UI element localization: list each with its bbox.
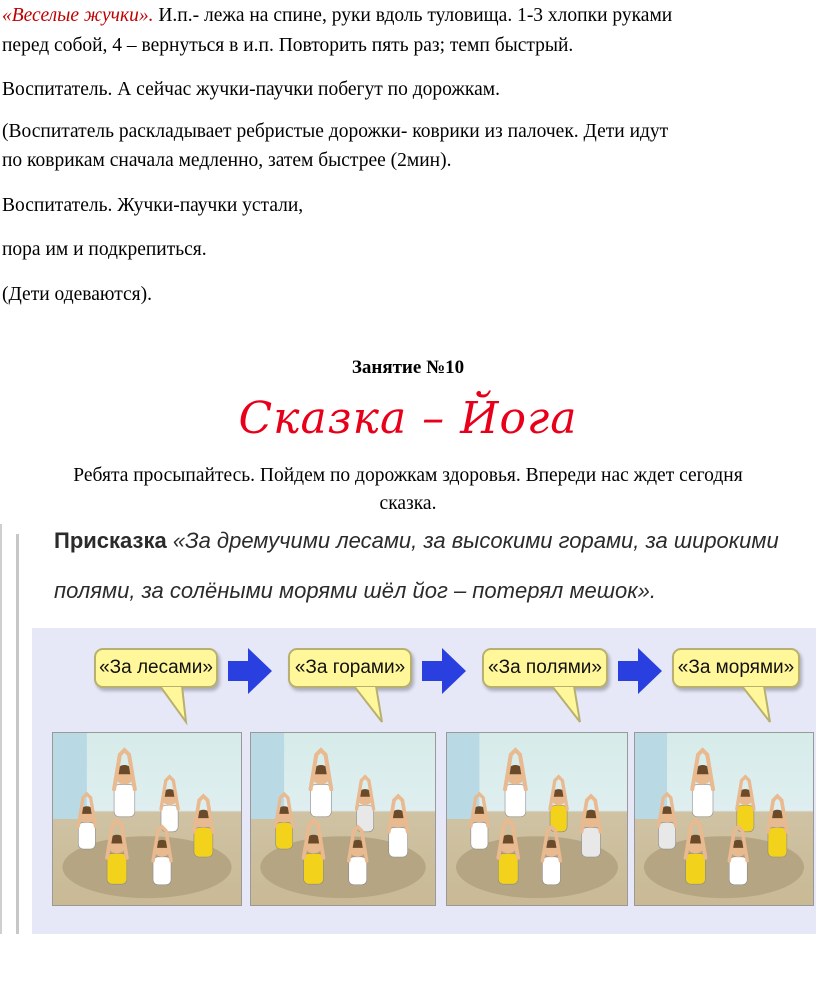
intro-line-1: Ребята просыпайтесь. Пойдем по дорожкам здоровья. Впереди нас ждет сегодня [73, 465, 743, 486]
children-dress-line: (Дети одеваются). [2, 284, 152, 305]
saying-line-1 [54, 528, 779, 554]
bubble-tail-seas [740, 686, 780, 726]
slide-image [0, 524, 816, 934]
fancy-title: Сказка – Йога [238, 393, 578, 444]
children-yoga-scene [635, 733, 813, 905]
speech-bubble-fields: «За полями» [482, 648, 608, 688]
right-arrow-icon [618, 648, 662, 694]
speech-bubble-seas: «За морями» [672, 648, 800, 688]
speech-bubble-mountains: «За горами» [288, 648, 412, 688]
intro-line-2: сказка. [379, 493, 437, 514]
photo-fields [446, 732, 628, 906]
instruction-line-1: (Воспитатель раскладывает ребристые дорожки- коврики из палочек. Дети идут [2, 121, 669, 142]
speech-bubble-forests: «За лесами» [94, 648, 218, 688]
saying-text-1: «За дремучими лесами, за высокими горами, за широкими [166, 528, 779, 553]
children-yoga-scene [251, 733, 435, 905]
saying-text-2: полями, за солёными морями шёл йог – потерял мешок». [54, 578, 657, 603]
teacher-line-paths: Воспитатель. А сейчас жучки-паучки побегут по дорожкам. [2, 79, 500, 100]
teacher-line-tired: Воспитатель. Жучки-паучки устали, [2, 195, 304, 216]
photo-mountains [250, 732, 436, 906]
exercise-line-2: перед собой, 4 – вернуться в и.п. Повторить пять раз; темп быстрый. [2, 35, 574, 56]
story-panel [32, 628, 816, 934]
photo-seas [634, 732, 814, 906]
exercise-name: «Веселые жучки». [2, 5, 154, 26]
slide-left-rule [16, 534, 19, 934]
exercise-line-1 [2, 2, 672, 30]
bubble-tail-forests [158, 686, 198, 726]
bubble-tail-mountains [352, 686, 392, 726]
lesson-number-title: Занятие №10 [351, 357, 465, 378]
bubble-tail-fields [550, 686, 590, 726]
right-arrow-icon [228, 648, 272, 694]
children-yoga-scene [447, 733, 627, 905]
teacher-line-refresh: пора им и подкрепиться. [2, 239, 207, 260]
photo-forests [52, 732, 242, 906]
children-yoga-scene [53, 733, 241, 905]
instruction-line-2: по коврикам сначала медленно, затем быстрее (2мин). [2, 150, 452, 171]
saying-line-2 [54, 578, 656, 604]
right-arrow-icon [422, 648, 466, 694]
saying-label: Присказка [54, 528, 167, 553]
exercise-description: И.п.- лежа на спине, руки вдоль туловища. 1-3 хлопки руками [153, 5, 673, 26]
